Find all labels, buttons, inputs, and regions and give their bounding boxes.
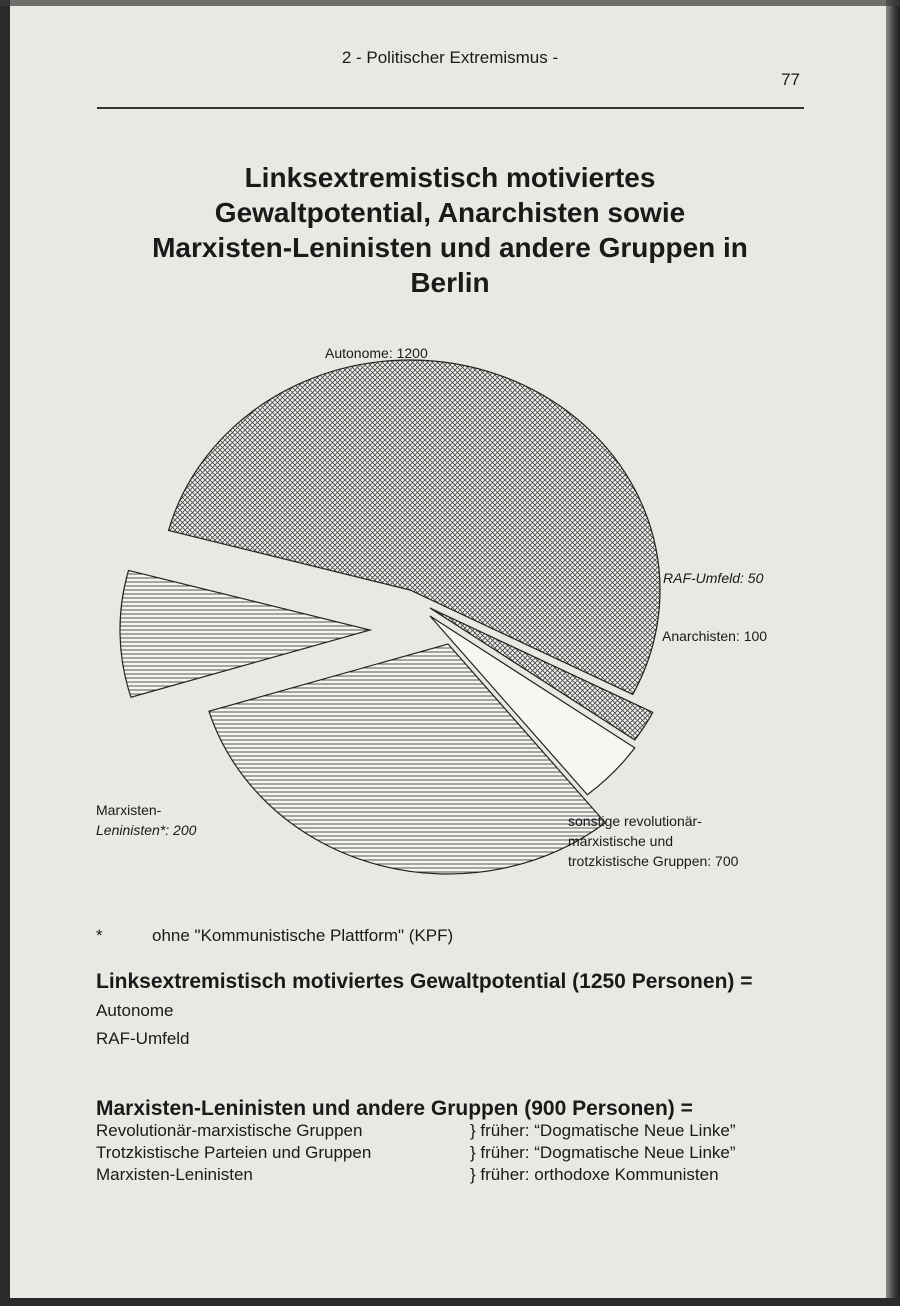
section2-item-name: Trotzkistische Parteien und Gruppen [96, 1143, 372, 1162]
section2-item-note: } früher: “Dogmatische Neue Linke” [470, 1121, 736, 1140]
label-ml-line2 [96, 820, 196, 840]
section2-heading: Marxisten-Leninisten und andere Gruppen (900 Personen) = [96, 1097, 693, 1120]
footnote-text: ohne "Kommunistische Plattform" (KPF) [152, 926, 454, 945]
section1-heading: Linksextremistisch motiviertes Gewaltpotential (1250 Personen) = [96, 970, 753, 993]
chart-title: Linksextremistisch motiviertes Gewaltpotential, Anarchisten sowie Marxisten-Leninisten und andere Gruppen in Berlin [152, 162, 748, 298]
running-head: 2 - Politischer Extremismus - [341, 48, 559, 67]
label-sonstige-line1: sonstige revolutionär- [568, 813, 702, 829]
label-marxisten-leninisten [96, 800, 196, 840]
page-number: 77 [781, 70, 800, 89]
label-autonome: Autonome: 1200 [325, 345, 428, 361]
label-ml-line2-text: Leninisten*: 200 [96, 822, 197, 838]
footnote [96, 926, 453, 946]
label-anarchisten: Anarchisten: 100 [662, 628, 768, 644]
section2-item-name: Revolutionär-marxistische Gruppen [96, 1121, 363, 1140]
footnote-marker: * [96, 926, 103, 945]
section1-item: Autonome [96, 1001, 174, 1020]
label-raf-umfeld-text: RAF-Umfeld: 50 [663, 570, 764, 586]
label-sonstige-line3: trotzkistische Gruppen: 700 [568, 853, 739, 869]
label-ml-line1: Marxisten- [96, 802, 162, 818]
section2-item-name: Marxisten-Leninisten [96, 1165, 253, 1184]
label-raf-umfeld [663, 568, 763, 588]
label-sonstige-line2: marxistische und [568, 833, 674, 849]
label-sonstige [568, 811, 738, 871]
section2-item-note: } früher: “Dogmatische Neue Linke” [470, 1143, 736, 1162]
section1-item: RAF-Umfeld [96, 1029, 190, 1048]
section2-item-note: } früher: orthodoxe Kommunisten [470, 1165, 719, 1184]
